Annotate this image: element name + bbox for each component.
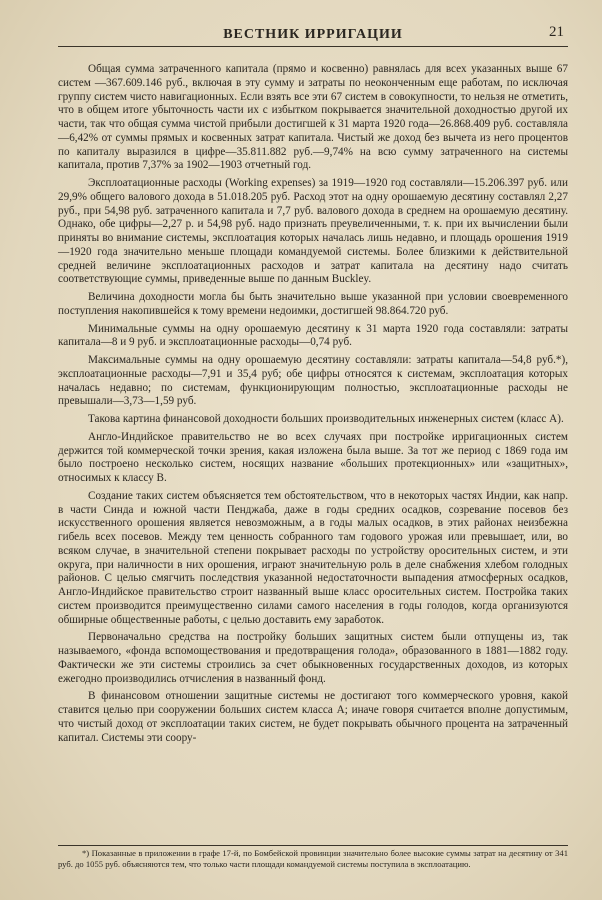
paragraph: Первоначально средства на постройку больших защитных систем были отпущены из, так называемого, «фонда вспомоществования и предотвращения голода», образованного в 1881—1882 году. Фактически же эти системы строились за счет обыкновенных государственных доходов, из которых ежегодно производились отчисления в названный фонд.: [58, 631, 568, 685]
paragraph: Создание таких систем объясняется тем обстоятельством, что в некоторых частях Индии, как напр. в части Синда и южной части Пенджаба, даже в годы средних осадков, созревание посевов без искусственного орошения является невозможным, а в годы малых осадков, в этих районах неизбежна гибель всех посевов. Между тем ценность собранного там годового урожая или превышает, или, во всяком случае, в значительной степени покрывает расходы по устройству оросительных систем, и эти округа, при наличности в них орошения, играют значительную роль в деле снабжения хлебом голодных районов. С целью смягчить последствия указанной недостаточности выпадения атмосферных осадков, Англо-Индийское правительство строит названный выше класс оросительных систем. Постройка таких систем производится преимущественно силами самого населения в годы голодов, когда организуются обширные общественные работы, с целью доставить ему заработок.: [58, 489, 568, 626]
paragraph: В финансовом отношении защитные системы не достигают того коммерческого уровня, какой ставится целью при сооружении больших систем класса А; иначе говоря считается вполне допустимым, что чистый доход от эксплоатации таких систем, не будет покрывать обычного процента на затраченный капитал. Системы эти соору-: [58, 690, 568, 744]
paragraph: Максимальные суммы на одну орошаемую десятину составляли: затраты капитала—54,8 руб.*), эксплоатационные расходы—7,91 и 35,4 руб; обе цифры относятся к системам, эксплоатация которых началась недавно; по системам, функционирующим полностью, эксплоатационные расходы не превышали—3,73—1,59 руб.: [58, 354, 568, 408]
journal-title: ВЕСТНИК ИРРИГАЦИИ: [223, 27, 403, 42]
paragraph: Общая сумма затраченного капитала (прямо и косвенно) равнялась для всех указанных выше 67 систем —367.609.146 руб., включая в эту сумму и затраты по неоконченным еще работам, по исключая группу систем чисто навигационных. Если взять все эти 67 систем в совокупности, то нельзя не отметить, что в общем итоге убыточность части их с избытком покрывается значительной доходностью другой их части, так что общая сумма чистой прибыли достигшей к 31 марта 1920 года—26.868.409 руб. составляла—6,42% от суммы прямых и косвенных затрат капитала. Чистый же доход без вычета из него процентов по капиталу выразился в цифре—35.811.882 руб.—9,74% на всю сумму затраченного на системы капитала, против 7,37% за 1902—1903 отчетный год.: [58, 63, 568, 172]
footnote: *) Показанные в приложении в графе 17-й, по Бомбейской провинции значительно более высокие суммы затрат на десятину от 341 руб. до 1055 руб. объясняются тем, что только части площади командуемой системы поступила в эксплоатацию.: [58, 848, 568, 869]
paragraph: Величина доходности могла бы быть значительно выше указанной при условии своевременного поступления накопившейся к тому времени недоимки, достигшей 98.864.720 руб.: [58, 291, 568, 317]
article-body: [58, 63, 568, 745]
footnotes: [58, 845, 568, 869]
page-number: 21: [549, 24, 564, 40]
running-header: [58, 22, 568, 47]
paragraph: Эксплоатационные расходы (Working expenses) за 1919—1920 год составляли—15.206.397 руб. или 29,9% общего валового дохода в 51.018.205 руб. Расход этот на одну орошаемую десятину составлял 2,27 руб., при 54,98 руб. затраченного капитала и 7,7 руб. валового дохода в среднем на орошаемую десятину. Однако, обе цифры—2,27 р. и 54,98 руб. надо признать преувеличенными, т. к. при их вычислении были приняты во внимание системы, эксплоатация которых началась лишь недавно, и площадь орошения 1919—1920 года значительно меньше площади командуемой системы. Более близкими к действительной средней величине эксплоатационных расходов и затрат капитала на десятину надо считать соответствующие суммы, приведенные выше по данным Buckley.: [58, 177, 568, 286]
paragraph: Такова картина финансовой доходности больших производительных инженерных систем (класс А).: [88, 413, 564, 425]
paragraph: Англо-Индийское правительство не во всех случаях при постройке ирригационных систем держится той коммерческой точки зрения, какая изложена была выше. За тот же период с 1869 года им было построено несколько систем, носящих название «больших протекционных» или «защитных», относимых к классу В.: [58, 430, 568, 484]
paragraph: Минимальные суммы на одну орошаемую десятину к 31 марта 1920 года составляли: затраты капитала—8 и 9 руб. и эксплоатационные расходы—0,74 руб.: [58, 322, 568, 349]
